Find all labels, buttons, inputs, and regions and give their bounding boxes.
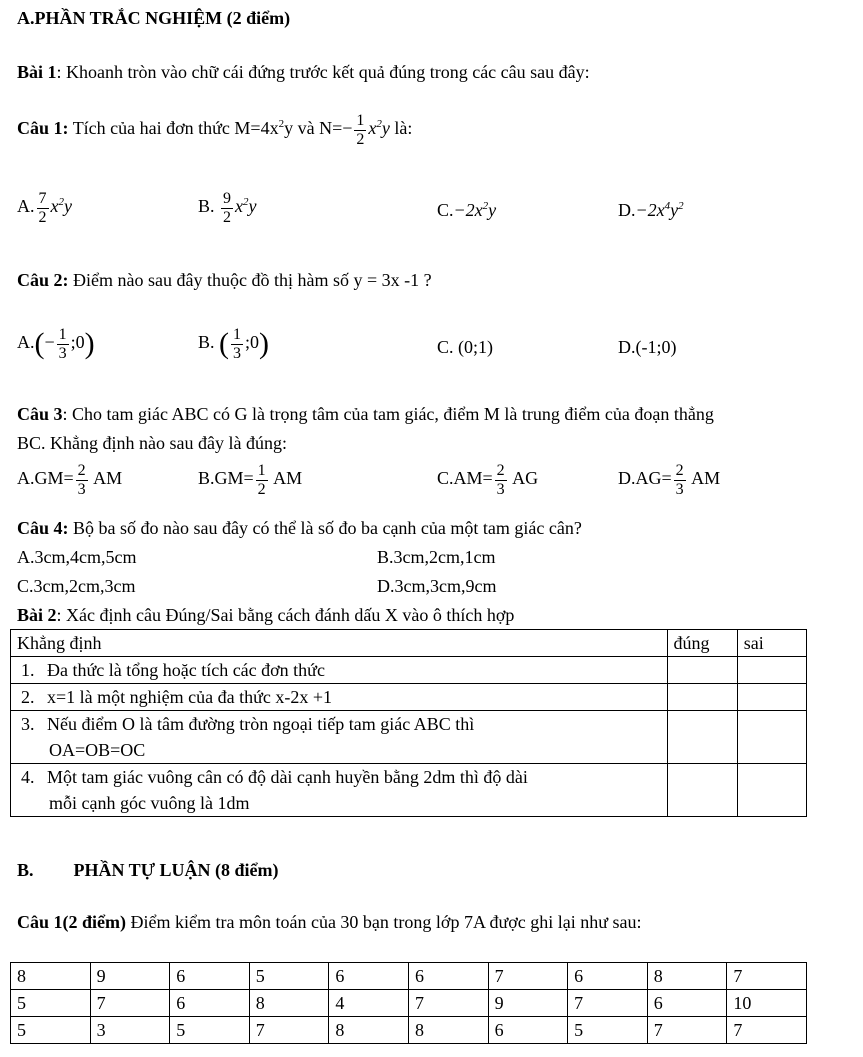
score-cell: 7 (568, 990, 648, 1017)
q1-stem: Câu 1: Tích của hai đơn thức $M=4x^2y$ và N=− $\frac{1}{2}$ $x^2y$ là: (17, 112, 413, 148)
q2-option-d[interactable]: D.(-1;0) (618, 337, 677, 357)
score-cell: 8 (11, 963, 91, 990)
q2-option-c[interactable]: C. (0;1) (437, 337, 493, 357)
q3-option-b[interactable]: B.GM= $\frac{1}{2}$ AM (198, 462, 303, 498)
score-cell: 9 (90, 963, 170, 990)
q4-stem: Câu 4: Bộ ba số đo nào sau đây có thể là số đo ba cạnh của một tam giác cân? (17, 518, 582, 538)
essay-q1-stem: Câu 1(2 điểm) Điểm kiểm tra môn toán của 30 bạn trong lớp 7A được ghi lại như sau: (17, 912, 642, 932)
q1-option-a[interactable]: A. $\frac{7}{2}$ $x^2y$ (17, 190, 72, 226)
score-cell: 7 (647, 1017, 727, 1044)
score-cell: 7 (90, 990, 170, 1017)
header-true: đúng (667, 630, 737, 657)
statement-1: 1. Đa thức là tổng hoặc tích các đơn thức (11, 657, 668, 684)
q3-option-c[interactable]: C.AM= $\frac{2}{3}$ AG (437, 462, 539, 498)
score-cell: 6 (488, 1017, 568, 1044)
statement-3: 3. Nếu điểm O là tâm đường tròn ngoại tiếp tam giác ABC thì OA=OB=OC (11, 711, 668, 764)
score-cell: 5 (568, 1017, 648, 1044)
score-cell: 5 (170, 1017, 250, 1044)
true-cell-3[interactable] (667, 711, 737, 764)
bai2-instruction: Bài 2: Xác định câu Đúng/Sai bằng cách đánh dấu X vào ô thích hợp (17, 605, 515, 625)
false-cell-2[interactable] (737, 684, 806, 711)
score-cell: 10 (727, 990, 807, 1017)
q4-option-d[interactable]: D.3cm,3cm,9cm (377, 576, 497, 596)
score-cell: 7 (727, 1017, 807, 1044)
score-cell: 5 (11, 990, 91, 1017)
score-cell: 6 (568, 963, 648, 990)
true-cell-2[interactable] (667, 684, 737, 711)
score-cell: 7 (249, 1017, 329, 1044)
q2-stem: Câu 2: Điểm nào sau đây thuộc đồ thị hàm số y = 3x -1 ? (17, 270, 432, 290)
score-cell: 8 (408, 1017, 488, 1044)
part-a-title: A.PHẦN TRẮC NGHIỆM (2 điểm) (17, 8, 291, 28)
table-row (11, 657, 807, 684)
statement-4: 4. Một tam giác vuông cân có độ dài cạnh huyền bằng 2dm thì độ dài mỗi cạnh góc vuông là 1dm (11, 764, 668, 817)
q2-option-b[interactable]: B. ( $\frac{1}{3}$ ;0) (198, 326, 270, 362)
score-cell: 8 (647, 963, 727, 990)
score-cell: 3 (90, 1017, 170, 1044)
scores-table (10, 962, 807, 1044)
score-cell: 6 (408, 963, 488, 990)
table-row (11, 990, 807, 1017)
score-cell: 7 (488, 963, 568, 990)
q3-option-a[interactable]: A.GM= $\frac{2}{3}$ AM (17, 462, 123, 498)
score-cell: 6 (170, 990, 250, 1017)
table-header-row (11, 630, 807, 657)
score-cell: 8 (249, 990, 329, 1017)
q2-option-a[interactable]: A.(− $\frac{1}{3}$ ;0) (17, 326, 95, 362)
header-statement: Khẳng định (11, 630, 668, 657)
true-cell-1[interactable] (667, 657, 737, 684)
table-row (11, 963, 807, 990)
score-cell: 6 (170, 963, 250, 990)
table-row (11, 711, 807, 764)
q4-option-a[interactable]: A.3cm,4cm,5cm (17, 547, 137, 567)
part-b-title: B. PHẦN TỰ LUẬN (8 điểm) (17, 860, 279, 880)
statement-2: 2. x=1 là một nghiệm của đa thức x-2x +1 (11, 684, 668, 711)
true-false-table (10, 629, 807, 817)
score-cell: 9 (488, 990, 568, 1017)
score-cell: 8 (329, 1017, 409, 1044)
false-cell-4[interactable] (737, 764, 806, 817)
q1-option-c[interactable]: $C.-2x^2y$ (437, 200, 497, 220)
q1-option-b[interactable]: B. $\frac{9}{2}$ $x^2y$ (198, 190, 257, 226)
false-cell-3[interactable] (737, 711, 806, 764)
q3-stem: Câu 3: Cho tam giác ABC có G là trọng tâm của tam giác, điểm M là trung điểm của đoạn thẳng (17, 404, 714, 424)
q3-option-d[interactable]: D.AG= $\frac{2}{3}$ AM (618, 462, 721, 498)
q4-option-c[interactable]: C.3cm,2cm,3cm (17, 576, 136, 596)
q4-option-b[interactable]: B.3cm,2cm,1cm (377, 547, 496, 567)
score-cell: 7 (727, 963, 807, 990)
score-cell: 4 (329, 990, 409, 1017)
table-row (11, 764, 807, 817)
score-cell: 6 (329, 963, 409, 990)
false-cell-1[interactable] (737, 657, 806, 684)
q3-stem-line2: BC. Khẳng định nào sau đây là đúng: (17, 433, 287, 453)
true-cell-4[interactable] (667, 764, 737, 817)
score-cell: 6 (647, 990, 727, 1017)
table-row (11, 684, 807, 711)
score-cell: 7 (408, 990, 488, 1017)
score-cell: 5 (249, 963, 329, 990)
q1-option-d[interactable]: $D.-2x^4y^2$ (618, 200, 684, 220)
score-cell: 5 (11, 1017, 91, 1044)
table-row (11, 1017, 807, 1044)
header-false: sai (737, 630, 806, 657)
bai1-instruction: Bài 1: Khoanh tròn vào chữ cái đứng trước kết quả đúng trong các câu sau đây: (17, 62, 590, 82)
